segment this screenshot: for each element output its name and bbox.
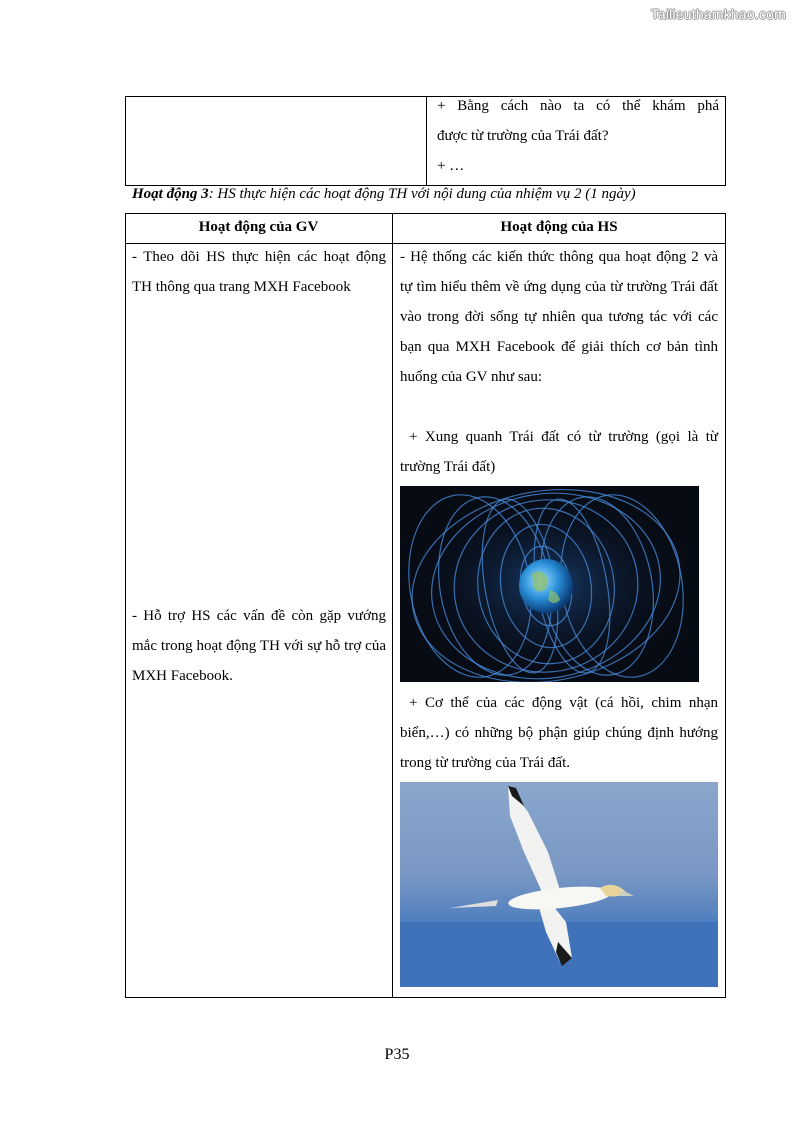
header-hs: Hoạt động của HS [500, 219, 618, 235]
header-gv: Hoạt động của GV [198, 219, 319, 235]
bird-svg [400, 782, 718, 987]
top-table-right-cell [437, 91, 719, 181]
hs-paragraph-1: - Hệ thống các kiến thức thông qua hoạt động 2 và tự tìm hiểu thêm về ứng dụng của từ trường Trái đất vào trong đời sống tự nhiên qua tương tác với các bạn qua MXH Facebook để giải thích cơ bản tình huống của GV như sau: [400, 249, 718, 385]
page-number: P35 [384, 1046, 410, 1063]
watermark: Tailieuthamkhao.com [650, 6, 786, 22]
top-line-1: + Bằng cách nào ta có thể khám phá [437, 98, 719, 114]
hs-paragraph-3: + Cơ thể của các động vật (cá hồi, chim nhạn biển,…) có những bộ phận giúp chúng định hướng trong từ trường của Trái đất. [400, 695, 718, 771]
hs-paragraph-2: + Xung quanh Trái đất có từ trường (gọi là từ trường Trái đất) [400, 429, 718, 475]
earth-magnetic-field-image [400, 486, 699, 682]
top-line-2: được từ trường của Trái đất? [437, 128, 609, 144]
column-divider [392, 213, 393, 998]
activity-title [132, 186, 636, 203]
gv-paragraph-2: - Hỗ trợ HS các vấn đề còn gặp vướng mắc trong hoạt động TH với sự hỗ trợ của MXH Facebook. [132, 608, 386, 684]
gv-paragraph-1: - Theo dõi HS thực hiện các hoạt động TH thông qua trang MXH Facebook [132, 249, 386, 295]
activity-title-bold: Hoạt động 3 [132, 186, 209, 202]
activity-title-rest: : HS thực hiện các hoạt động TH với nội dung của nhiệm vụ 2 (1 ngày) [208, 186, 636, 202]
gannet-bird-image [400, 782, 718, 987]
top-table-divider [426, 96, 427, 186]
top-line-3: + … [437, 158, 465, 174]
earth-field-svg [400, 486, 699, 682]
